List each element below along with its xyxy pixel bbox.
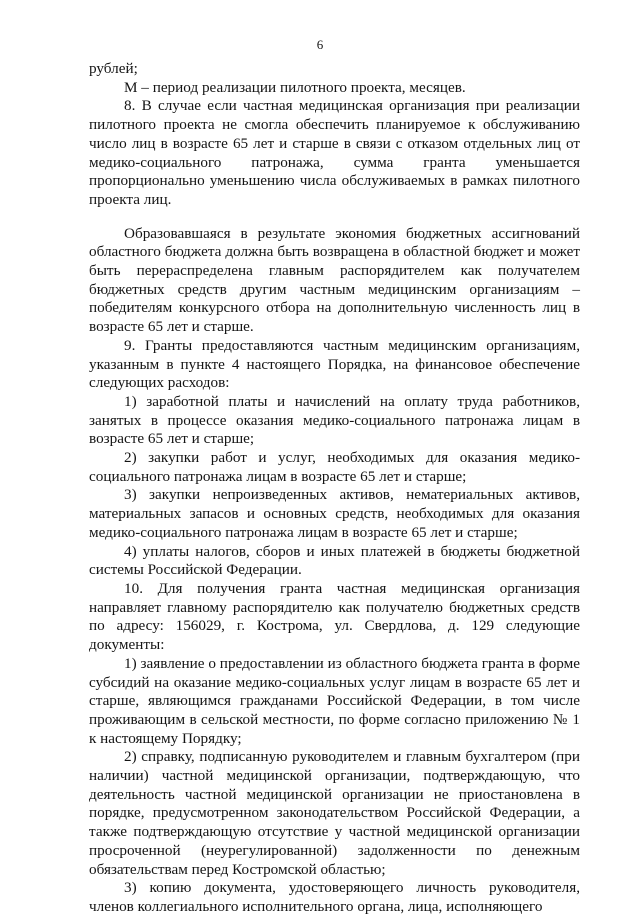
paragraph: Образовавшаяся в результате экономия бюджетных ассигнований областного бюджета должна быть возвращена в областной бюджет и может быть перераспределена главным распорядителем как получателем бюджетных средств другим частным медицинским организациям – победителям конкурсного отбора на дополнительную численность лиц в возрасте 65 лет и старше. <box>89 224 580 336</box>
paragraph: 2) закупки работ и услуг, необходимых для оказания медико-социального патронажа лицам в возрасте 65 лет и старше; <box>89 449 580 485</box>
page-number: 6 <box>316 37 324 52</box>
document-body <box>89 60 580 917</box>
paragraph: 3) закупки непроизведенных активов, нематериальных активов, материальных запасов и основных средств, необходимых для оказания медико-социального патронажа лицам в возрасте 65 лет и старше; <box>89 486 580 541</box>
paragraph: М – период реализации пилотного проекта, месяцев. <box>124 78 466 96</box>
paragraph: 1) заработной платы и начислений на оплату труда работников, занятых в процессе оказания медико-социального патронажа лицам в возрасте 65 лет и старше; <box>89 392 580 448</box>
paragraph: 9. Гранты предоставляются частным медицинским организациям, указанным в пункте 4 настоящего Порядка, на финансовое обеспечение следующих расходов: <box>89 336 580 392</box>
paragraph: 3) копию документа, удостоверяющего личность руководителя, членов коллегиального исполнительного органа, лица, исполняющего <box>89 879 580 915</box>
paragraph: 8. В случае если частная медицинская организация при реализации пилотного проекта не смогла обеспечить планируемое к обслуживанию число лиц в возрасте 65 лет и старше в связи с отказом отдельных лиц от медико-социального патронажа, сумма гранта уменьшается пропорционально уменьшению числа обслуживаемых в рамках пилотного проекта лиц. <box>89 97 580 208</box>
paragraph: рублей; <box>89 60 138 77</box>
paragraph: 4) уплаты налогов, сборов и иных платежей в бюджеты бюджетной системы Российской Федерации. <box>89 542 580 579</box>
paragraph: 2) справку, подписанную руководителем и главным бухгалтером (при наличии) частной медицинской организации, подтверждающую, что деятельность частной медицинской организации не приостановлена в порядке, предусмотренном законодательством Российской Федерации, а также подтверждающую отсутствие у частной медицинской организации просроченной (неурегулированной) задолженности по денежным обязательствам перед Костромской областью; <box>89 748 580 878</box>
paragraph: 1) заявление о предоставлении из областного бюджета гранта в форме субсидий на оказание медико-социальных услуг лицам в возрасте 65 лет и старше, являющимся гражданами Российской Федерации, в том числе проживающим в сельской местности, по форме согласно приложению № 1 к настоящему Порядку; <box>89 654 580 747</box>
paragraph: 10. Для получения гранта частная медицинская организация направляет главному распорядителю как получателю бюджетных средств по адресу: 156029, г. Кострома, ул. Свердлова, д. 129 следующие документы: <box>89 579 580 654</box>
